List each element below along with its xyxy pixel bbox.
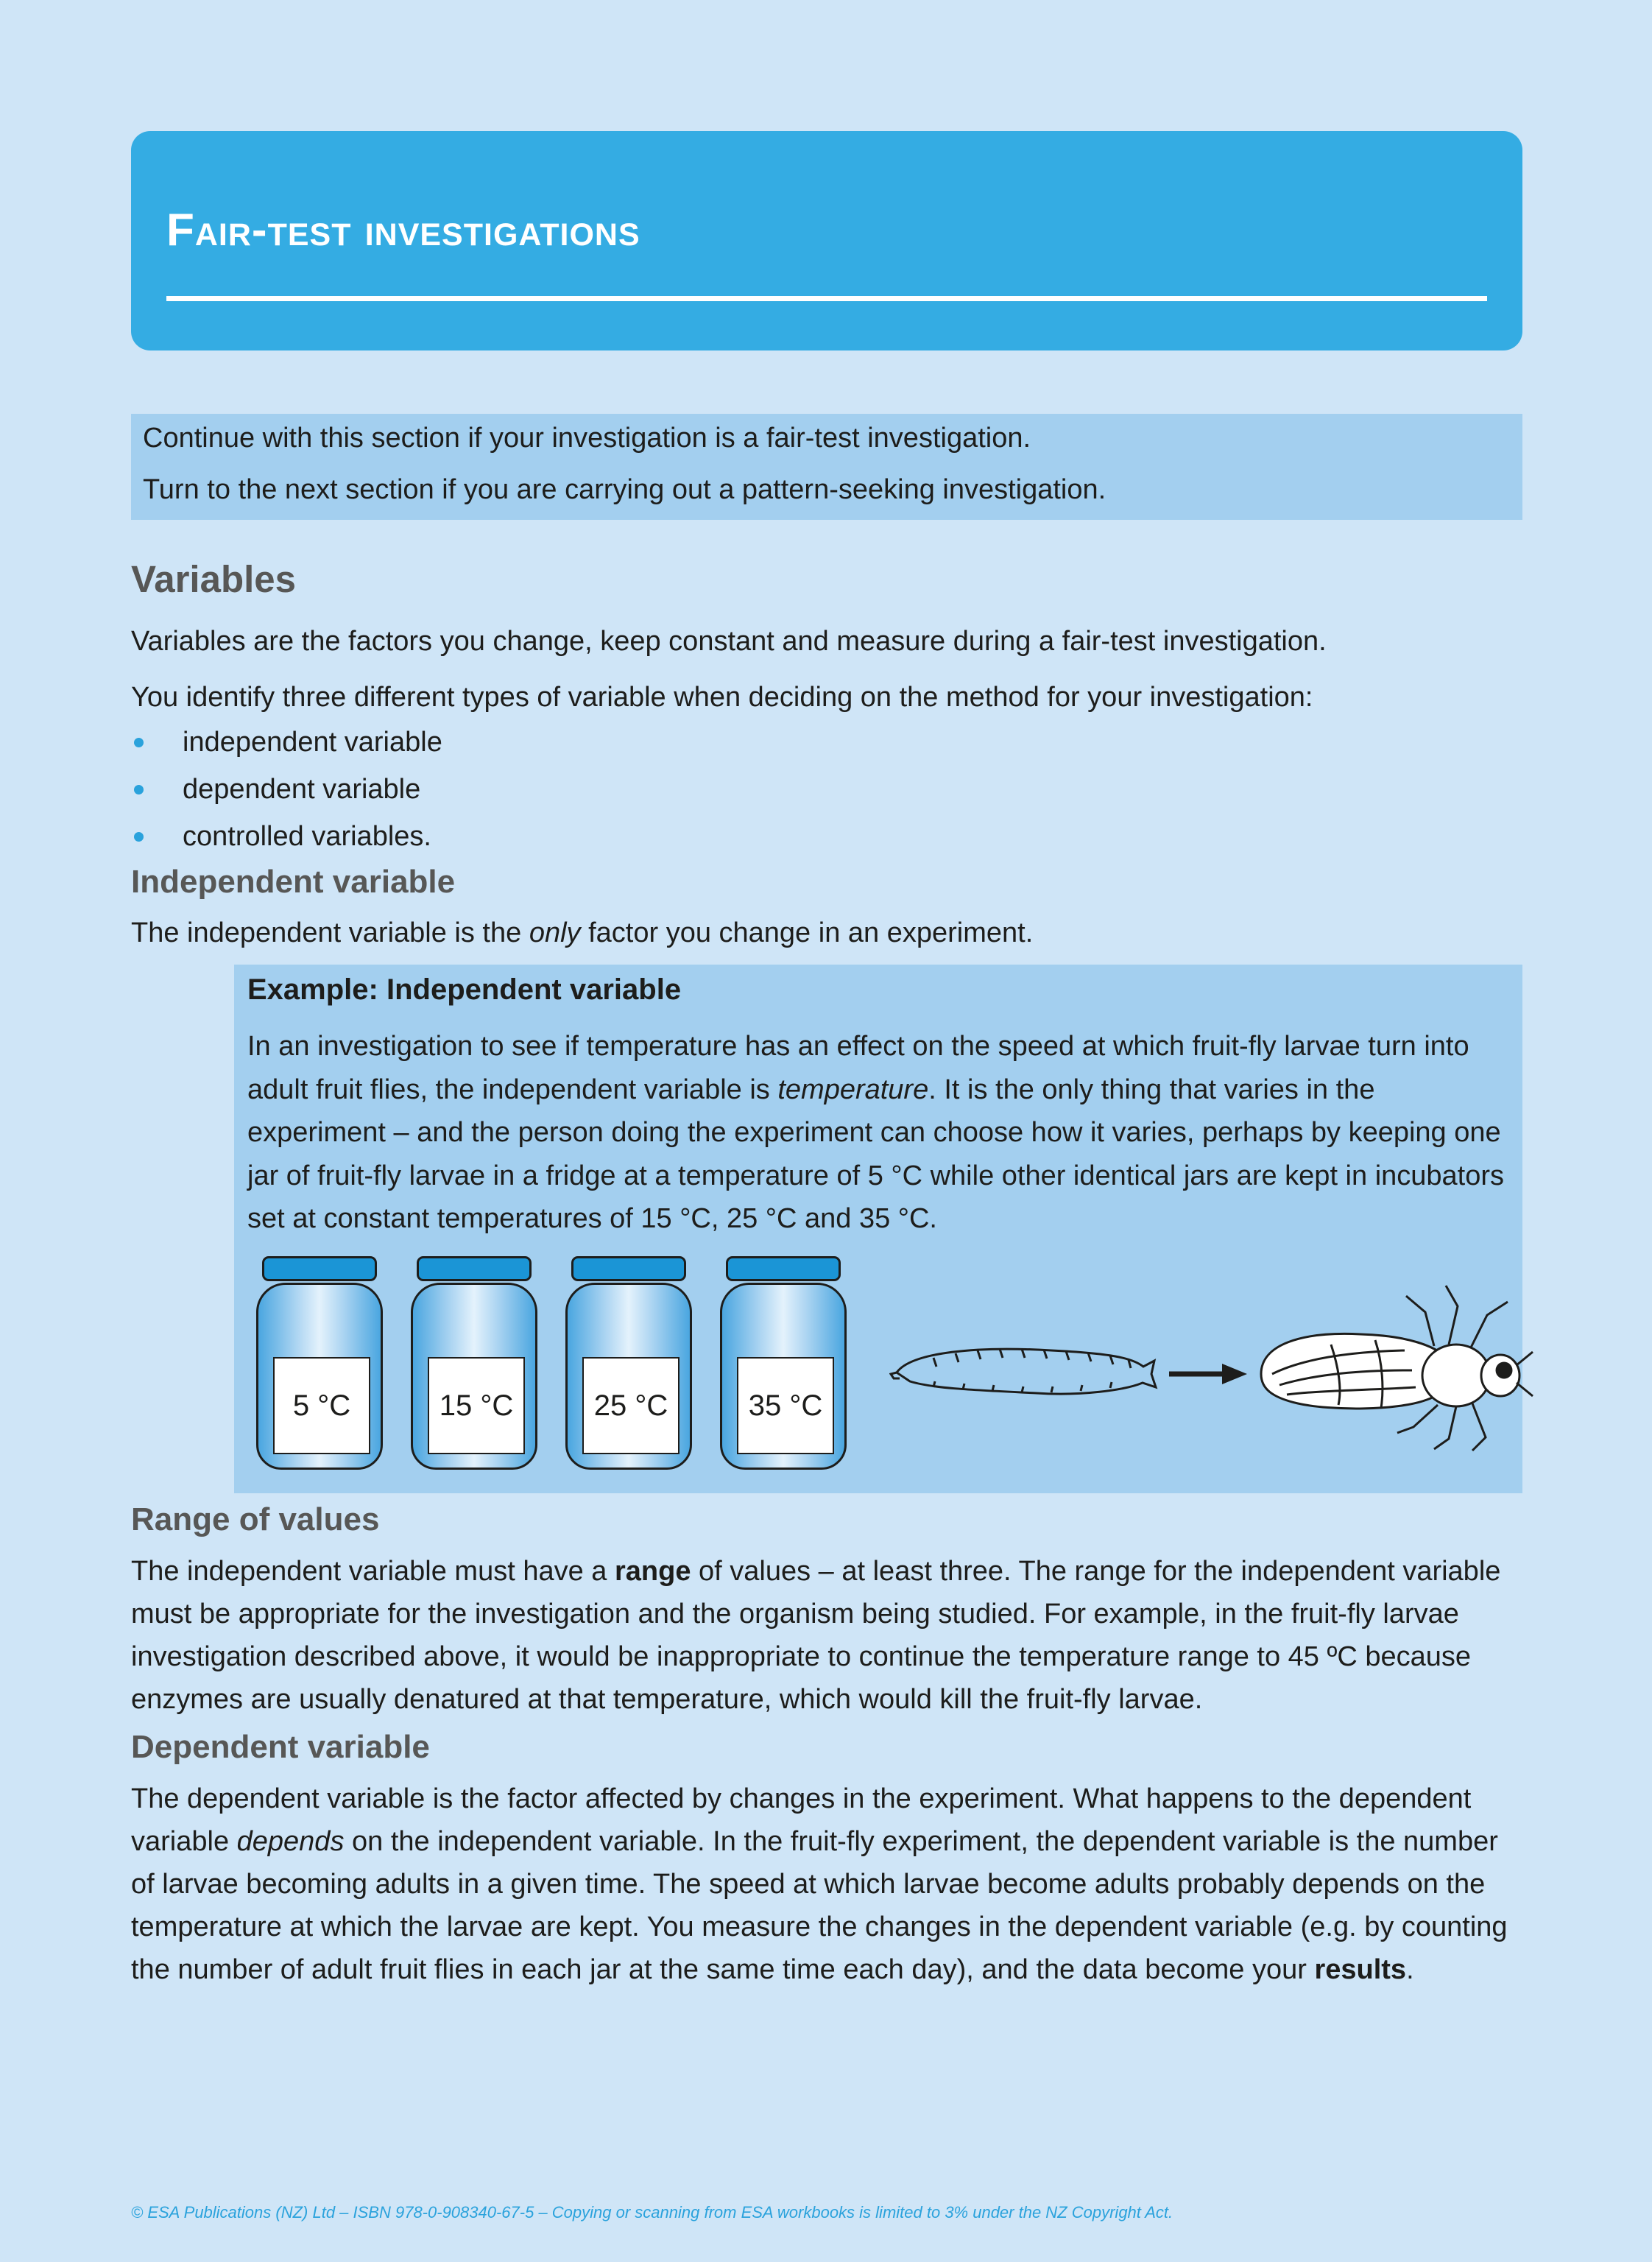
bullet-icon (134, 832, 144, 842)
jar-label: 35 °C (737, 1357, 834, 1454)
variables-paragraph: Variables are the factors you change, keep constant and measure during a fair-test investigation. (131, 625, 1327, 657)
variables-heading: Variables (131, 558, 296, 600)
emphasis-text: temperature (777, 1074, 929, 1105)
jar-body (256, 1283, 383, 1470)
jar-label: 25 °C (582, 1357, 679, 1454)
text-run: . It is the only thing that varies in the experiment – and the person doing the experiment can choose how it varies, perhaps by keeping one jar of fruit-fly larvae in a fridge at a temperature of 5 °C while other identical jars are kept in incubators set at constant temperatures of 15 °C, 25 °C and 35 °C. (247, 1074, 1505, 1235)
jar-label: 15 °C (428, 1357, 525, 1454)
jar (411, 1256, 537, 1470)
intro-note-line: Continue with this section if your investigation is a fair-test investigation. (143, 423, 1031, 454)
text-run: The independent variable must have a (131, 1556, 615, 1588)
jar-lid (726, 1256, 841, 1281)
bullet-icon (134, 785, 144, 794)
list-item-text: controlled variables. (183, 820, 431, 852)
text-run: The dependent variable is the factor affected by changes in the experiment. What happens to the dependent variable (131, 1783, 1472, 1857)
text-run: of values – at least three. The range for the independent variable must be appropriate for the investigation and the organism being studied. For example, in the fruit-fly larvae investigation described above, it would be inappropriate to continue the temperature range to 45 ºC because enzymes are usually denatured at that temperature, which would kill the fruit-fly larvae. (131, 1556, 1501, 1716)
emphasis-text: only (529, 917, 581, 949)
jar-body (565, 1283, 692, 1470)
copyright-footer: © ESA Publications (NZ) Ltd – ISBN 978-0-908340-67-5 – Copying or scanning from ESA workbooks is limited to 3% under the NZ Copyright Act. (131, 2203, 1173, 2222)
title-underline (166, 296, 1487, 301)
example-box (234, 965, 1522, 1493)
larva-to-fly-illustration (889, 1264, 1537, 1455)
text-run: The independent variable is the (131, 917, 529, 949)
list-item-text: dependent variable (183, 773, 421, 805)
variable-types-list (131, 719, 1522, 860)
list-item (131, 766, 1522, 813)
jar-illustration (256, 1256, 1508, 1470)
range-paragraph (131, 1550, 1522, 1721)
jar-body (411, 1283, 537, 1470)
text-run: . (1406, 1953, 1414, 1985)
dependent-paragraph (131, 1777, 1522, 1991)
variables-paragraph: You identify three different types of variable when deciding on the method for your investigation: (131, 681, 1313, 713)
emphasis-text: depends (236, 1825, 345, 1857)
independent-paragraph (131, 912, 1522, 954)
larva-icon (891, 1349, 1156, 1394)
bold-text: range (614, 1556, 691, 1588)
bold-text: results (1314, 1953, 1407, 1985)
jar-lid (262, 1256, 377, 1281)
bullet-icon (134, 738, 144, 747)
jar (565, 1256, 692, 1470)
intro-note (131, 414, 1522, 520)
jar-label: 5 °C (273, 1357, 370, 1454)
example-text (247, 1025, 1509, 1241)
arrow-right-icon (1169, 1364, 1247, 1384)
jar-lid (417, 1256, 532, 1281)
list-item (131, 813, 1522, 860)
list-item-text: independent variable (183, 726, 442, 758)
fly-icon (1261, 1286, 1533, 1451)
title-banner (131, 131, 1522, 350)
jar (720, 1256, 847, 1470)
dependent-heading: Dependent variable (131, 1729, 430, 1766)
jar-lid (571, 1256, 686, 1281)
intro-note-line: Turn to the next section if you are carrying out a pattern-seeking investigation. (143, 474, 1106, 505)
text-run: factor you change in an experiment. (580, 917, 1034, 949)
jar (256, 1256, 383, 1470)
independent-heading: Independent variable (131, 863, 456, 900)
main-content (131, 560, 1522, 2004)
text-run: on the independent variable. In the fruit-fly experiment, the dependent variable is the number of larvae becoming adults in a given time. The speed at which larvae become adults probably depends on the temperature at which the larvae are kept. You measure the changes in the dependent variable (e.g. by counting the number of adult fruit flies in each jar at the same time each day), and the data become your (131, 1825, 1508, 1985)
jar-body (720, 1283, 847, 1470)
page-title: Fair-test investigations (166, 205, 640, 256)
text-run: In an investigation to see if temperature has an effect on the speed at which fruit-fly larvae turn into adult fruit flies, the independent variable is (247, 1031, 1469, 1105)
list-item (131, 719, 1522, 766)
example-title: Example: Independent variable (247, 973, 682, 1007)
range-heading: Range of values (131, 1501, 380, 1538)
